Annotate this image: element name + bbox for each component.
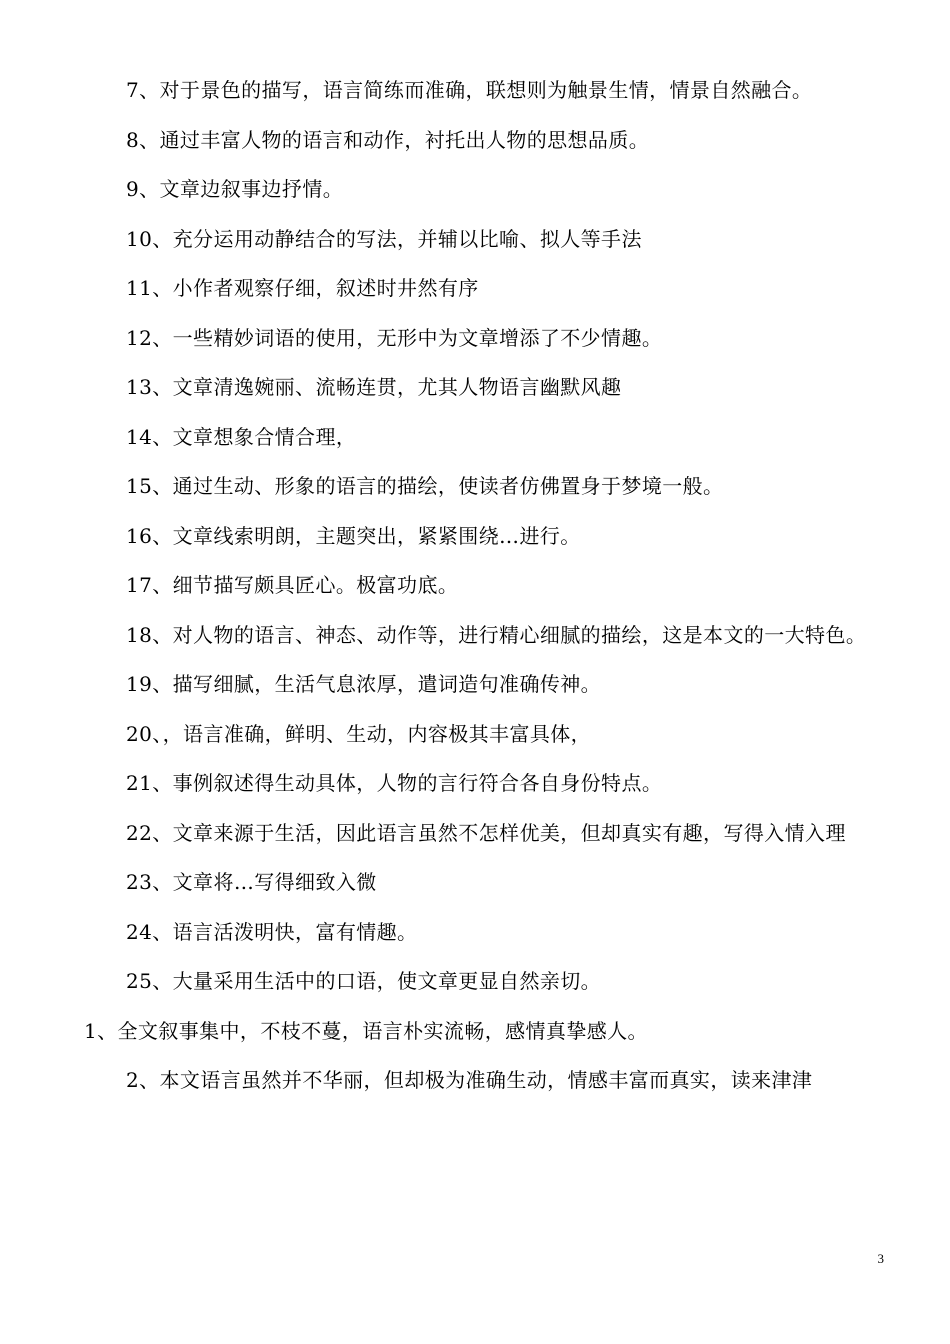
- paragraph-item-13: 13、文章清逸婉丽、流畅连贯，尤其人物语言幽默风趣: [126, 375, 622, 399]
- paragraph-item-10: 10、充分运用动静结合的写法，并辅以比喻、拟人等手法: [126, 226, 642, 251]
- paragraph-item-7: 7、对于景色的描写，语言简练而准确，联想则为触景生情，情景自然融合。: [126, 78, 813, 102]
- paragraph-item-16: 16、文章线索明朗，主题突出，紧紧围绕…进行。: [126, 523, 581, 548]
- paragraph-item-14: 14、文章想象合情合理，: [126, 424, 357, 449]
- paragraph-item-17: 17、细节描写颇具匠心。极富功底。: [126, 573, 459, 597]
- paragraph-item-15: 15、通过生动、形象的语言的描绘，使读者仿佛置身于梦境一般。: [126, 474, 724, 498]
- paragraph-item-24: 24、语言活泼明快，富有情趣。: [126, 919, 418, 944]
- page-number: 3: [877, 1251, 884, 1266]
- paragraph-item-23: 23、文章将…写得细致入微: [126, 870, 377, 894]
- paragraph-item-21: 21、事例叙述得生动具体，人物的言行符合各自身份特点。: [126, 771, 663, 795]
- paragraph-item-18: 18、对人物的语言、神态、动作等，进行精心细腻的描绘，这是本文的一大特色。: [126, 622, 867, 647]
- document-body: [84, 66, 884, 1106]
- paragraph-item-8: 8、通过丰富人物的语言和动作，衬托出人物的思想品质。: [126, 127, 650, 152]
- paragraph-item-11: 11、小作者观察仔细，叙述时井然有序: [126, 276, 479, 300]
- paragraph-item-20: 20、，语言准确，鲜明、生动，内容极其丰富具体，: [126, 721, 592, 746]
- paragraph-item-19: 19、描写细腻，生活气息浓厚，遣词造句准确传神。: [126, 672, 602, 696]
- paragraph-item-22: 22、文章来源于生活，因此语言虽然不怎样优美，但却真实有趣，写得入情入理: [126, 820, 846, 845]
- paragraph-item-9: 9、文章边叙事边抒情。: [126, 177, 344, 201]
- paragraph-item-second-list-1: 1、全文叙事集中，不枝不蔓，语言朴实流畅，感情真挚感人。: [84, 1018, 648, 1043]
- paragraph-item-25: 25、大量采用生活中的口语，使文章更显自然亲切。: [126, 969, 602, 993]
- paragraph-item-12: 12、一些精妙词语的使用，无形中为文章增添了不少情趣。: [126, 325, 663, 350]
- paragraph-item-second-list-2: 2、本文语言虽然并不华丽，但却极为准确生动，情感丰富而真实，读来津津: [126, 1068, 813, 1092]
